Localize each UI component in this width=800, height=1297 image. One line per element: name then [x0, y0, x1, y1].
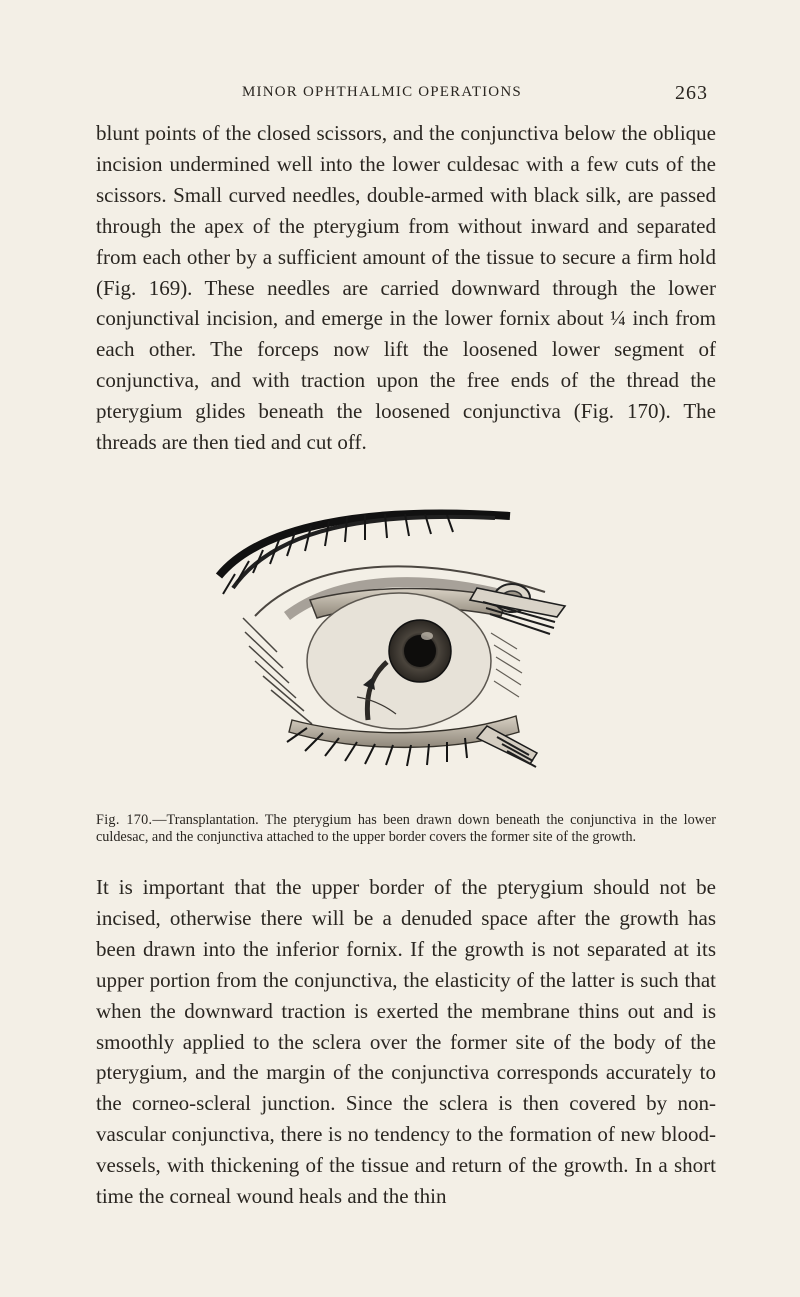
paragraph-top: blunt points of the closed scissors, and the conjunctiva below the oblique incision undermined well into the lower culdesac with a few cuts of the scissors. Small curved needles, double-armed with black silk, are passed through the apex of the pterygium from without inward and separated from each other by a sufficient amount of the tissue to secure a firm hold (Fig. 169). These needles are carried downward through the lower conjunctival incision, and emerge in the lower fornix about ¼ inch from each other. The forceps now lift the loosened lower segment of conjunctiva, and with traction upon the free ends of the thread the pterygium glides beneath the loosened conjunctiva (Fig. 170). The threads are then tied and cut off.: [96, 121, 716, 455]
figure-caption-text: —Transplantation. The pterygium has been drawn down beneath the conjunctiva in the lower culdesac, and the conjunctiva attached to the upper border covers the former site of the growth.: [96, 812, 716, 845]
eye-illustration-svg: [215, 506, 583, 782]
running-title: MINOR OPHTHALMIC OPERATIONS: [242, 84, 522, 100]
paragraph-bottom: It is important that the upper border of the pterygium should not be incised, otherwise there will be a denuded space after the growth has been drawn into the inferior fornix. If the growth is not separated at its upper portion from the conjunctiva, the elasticity of the latter is such that when the downward traction is exerted the membrane thins out and is smoothly applied to the sclera over the former site of the body of the pterygium, and the margin of the conjunctiva corresponds accurately to the corneo-scleral junction. Since the sclera is then covered by non-vascular conjunctiva, there is no tendency to the formation of new blood-vessels, with thickening of the tissue and return of the growth. In a short time the corneal wound heals and the thin: [96, 875, 716, 1209]
running-head: [96, 84, 708, 108]
eye-illustration: [215, 506, 583, 782]
page-number: 263: [675, 82, 708, 104]
figure-label: Fig. 170.: [96, 812, 153, 828]
figure-caption: [96, 812, 716, 846]
